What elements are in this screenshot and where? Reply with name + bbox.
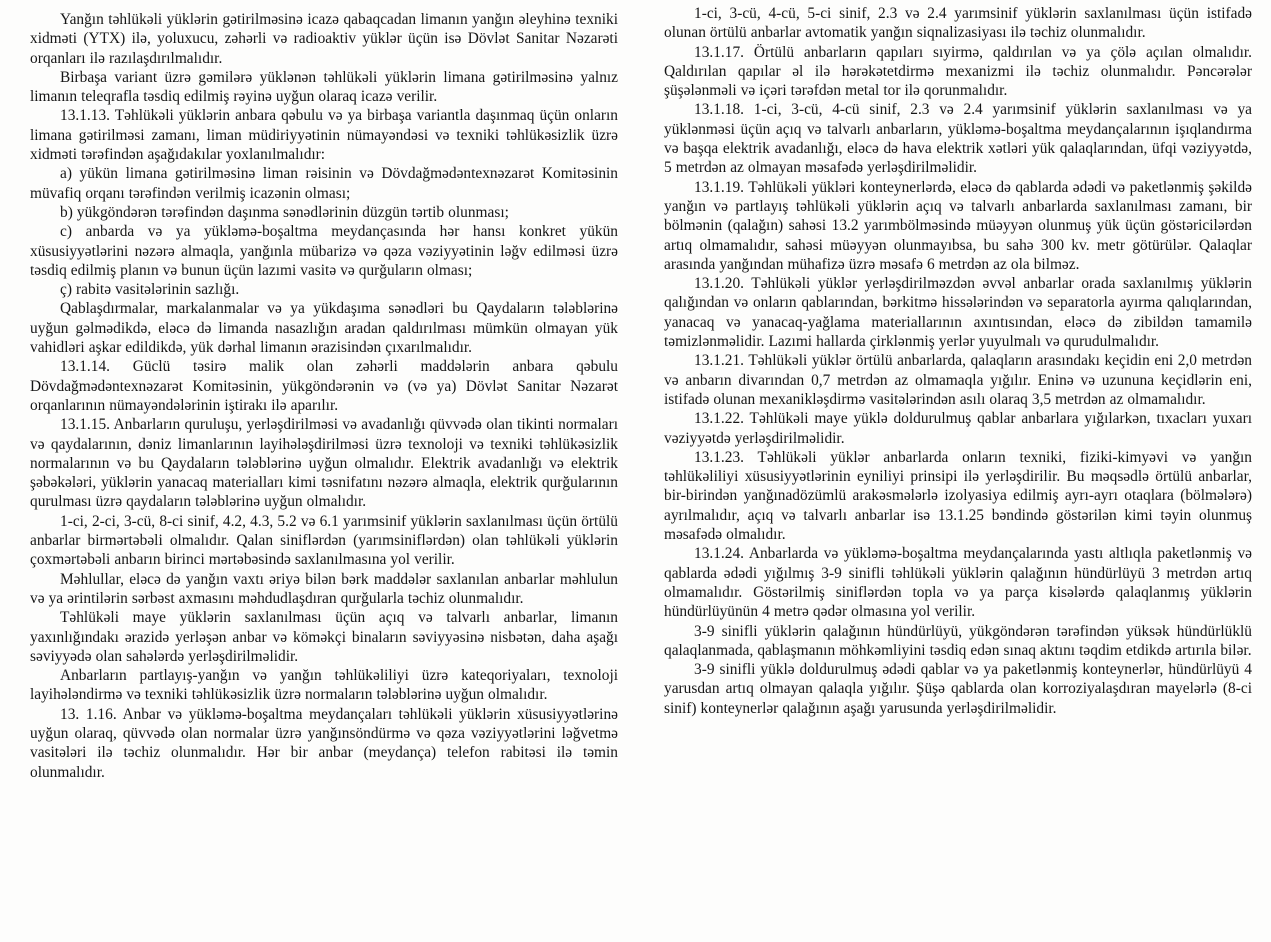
paragraph-list-item-ch: ç) rabitə vasitələrinin sazlığı. — [60, 281, 240, 299]
paragraph-list-item-c: c) anbarda və ya yükləmə-boşaltma meydançasında hər hansı konkret yükün xüsusiyyətlərini nəzərə almaqla, yanğınla mübarizə və qəza vəziyyətinin ləğv edilməsi üzrə təsdiq edilmiş planın və bunun üçün lazımi vasitə və qurğuların olması; — [30, 223, 618, 279]
left-column — [30, 2, 618, 942]
paragraph-section-13-1-22: 13.1.22. Təhlükəli maye yüklə doldurulmuş qablar anbarlara yığılarkən, tıxacları yuxarı vəziyyətdə yerləşdirilməlidir. — [664, 410, 1252, 447]
paragraph: 1-ci, 3-cü, 4-cü, 5-ci sinif, 2.3 və 2.4 yarımsinif yüklərin saxlanılması üçün istifadə olunan örtülü anbarlar avtomatik yanğın siqnalizasiyası ilə təchiz olunmalıdır. — [664, 5, 1252, 42]
paragraph: Anbarların partlayış-yanğın və yanğın təhlükəliliyi üzrə kateqoriyaları, texnoloji layihələndirmə və texniki təhlükəsizlik üzrə normaların tələblərinə uyğun olmalıdır. — [30, 667, 618, 704]
paragraph: 3-9 sinifli yüklərin qalağının hündürlüyü, yükgöndərən tərəfindən yüksək hündürlüklü qalaqlanmada, qablaşmanın möhkəmliyini təsdiq edən sınaq aktını təqdim etdikdə artırıla bilər. — [664, 622, 1252, 659]
paragraph-section-13-1-20: 13.1.20. Təhlükəli yüklər yerləşdirilməzdən əvvəl anbarlar orada saxlanılmış yüklərin qalığından və onların qablarından, bərkitmə hissələrindən və separatorla ayırma qalıqlarından, yanacaq və yanacaq-yağlama materiallarının axıntısından, eləcə də zibildən tamamilə təmizlənməlidir. Lazımi hallarda çirklənmiş yerlər yuyulmalı və qurudulmalıdır. — [664, 275, 1252, 351]
paragraph-section-13-1-13: 13.1.13. Təhlükəli yüklərin anbara qəbulu və ya birbaşa variantla daşınmaq üçün onların limana gətirilməsi zamanı, liman müdiriyyətinin nümayəndəsi və texniki təhlükəsizlik üzrə xidməti tərəfindən aşağıdakılar yoxlanılmalıdır: — [30, 107, 618, 164]
paragraph-section-13-1-14: 13.1.14. Güclü təsirə malik olan zəhərli maddələrin anbara qəbulu Dövdağmədəntexnəzarət Komitəsinin, yükgöndərənin və (və ya) Dövlət Sanitar Nəzarət orqanlarının nümayəndələrinin iştirakı ilə aparılır. — [30, 358, 618, 414]
paragraph-section-13-1-15: 13.1.15. Anbarların quruluşu, yerləşdirilməsi və avadanlığı qüvvədə olan tikinti normaları və qaydalarının, dəniz limanlarının layihələşdirilməsi üzrə texnoloji və texniki təhlükəsizlik normalarının və bu Qaydaların tələblərinə uyğun olmalıdır. Elektrik avadanlığı və elektrik şəbəkələri, yüklərin yanacaq materialları kimi təsnifatını nəzərə almaqla, elektrik qurğularının qurulması üzrə qaydaların tələblərinə uyğun olmalıdır. — [30, 416, 618, 511]
paragraph-section-13-1-21: 13.1.21. Təhlükəli yüklər örtülü anbarlarda, qalaqların arasındakı keçidin eni 2,0 metrdən və anbarın divarından 0,7 metrdən az olmamaqla yığılır. Eninə və uzununa keçidlərin eni, istifadə olunan mexanikləşdirmə vasitələrindən asılı olaraq 3,5 metrdən az olmamalıdır. — [664, 352, 1252, 408]
right-column — [664, 2, 1252, 942]
paragraph: Məhlullar, eləcə də yanğın vaxtı əriyə bilən bərk maddələr saxlanılan anbarlar məhlulun və ya ərintilərin sərbəst axmasını məhdudlaşdıran qurğularla təchiz olunmalıdır. — [30, 570, 618, 607]
paragraph: Qablaşdırmalar, markalanmalar və ya yükdaşıma sənədləri bu Qaydaların tələblərinə uyğun gəlmədikdə, eləcə də limanda nasazlığın aradan qaldırılması mümkün olmayan yük vahidləri aşkar edildikdə, yük dərhal limanın ərazisindən çıxarılmalıdır. — [30, 300, 618, 357]
paragraph-section-13-1-23: 13.1.23. Təhlükəli yüklər anbarlarda onların texniki, fiziki-kimyəvi və yanğın təhlükəliliyi xüsusiyyətlərinin eyniliyi prinsipi ilə yerləşdirilir. Bu məqsədlə örtülü anbarlar, bir-birindən yanğınadözümlü arakəsmələrlə izolyasiya edilmiş ayrı-ayrı otaqlara (bölmələrə) ayrılmalıdır, açıq və talvarlı anbarlar isə 13.1.25 bəndində göstərilən kimi təyin olunmuş məsafədə olmalıdır. — [664, 448, 1252, 544]
paragraph-section-13-1-18: 13.1.18. 1-ci, 3-cü, 4-cü sinif, 2.3 və 2.4 yarımsinif yüklərin saxlanılması və ya yüklənməsi üçün açıq və talvarlı anbarların, yükləmə-boşaltma meydançalarının işıqlandırma və başqa elektrik avadanlığı, eləcə də hava elektrik xətləri yük qalaqlarından, üfqi vəziyyətdə, 5 metrdən az olmayan məsafədə yerləşdirilməlidir. — [664, 101, 1252, 177]
paragraph-section-13-1-24: 13.1.24. Anbarlarda və yükləmə-boşaltma meydançalarında yastı altlıqla paketlənmiş və qablarda ədədi yığılmış 3-9 sinifli təhlükəli yüklərin qalağının hündürlüyü 3 metrdən artıq olmamalıdır. Göstərilmiş siniflərdən topla və ya parça kisələrdə qalaqlanmış yüklərin hündürlüyünün 4 metrə qədər olmasına yol verilir. — [664, 545, 1252, 621]
paragraph: Birbaşa variant üzrə gəmilərə yüklənən təhlükəli yüklərin limana gətirilməsinə yalnız limanın teleqrafla təsdiq edilmiş rəyinə uyğun olaraq icazə verilir. — [30, 68, 618, 106]
paragraph-list-item-b: b) yükgöndərən tərəfindən daşınma sənədlərinin düzgün tərtib olunması; — [60, 203, 509, 221]
paragraph-section-13-1-16: 13. 1.16. Anbar və yükləmə-boşaltma meydançaları təhlükəli yüklərin xüsusiyyətlərinə uyğun olaraq, qüvvədə olan normalar üzrə yanğınsöndürmə və qəza vəziyyətlərini ləğvetmə vasitələri ilə təchiz olunmalıdır. Hər bir anbar (meydança) telefon rabitəsi ilə təmin olunmalıdır. — [30, 705, 618, 781]
paragraph: 1-ci, 2-ci, 3-cü, 8-ci sinif, 4.2, 4.3, 5.2 və 6.1 yarımsinif yüklərin saxlanılması üçün örtülü anbarlar birmərtəbəli olmalıdır. Qalan siniflərdən (yarımsiniflərdən) olan təhlükəli yüklərin çoxmərtəbəli anbarın birinci mərtəbəsində saxlanılmasına yol verilir. — [30, 512, 618, 569]
paragraph: Təhlükəli maye yüklərin saxlanılması üçün açıq və talvarlı anbarlar, limanın yaxınlığındakı ərazidə yerləşən anbar və köməkçi binaların səviyyəsinə nisbətən, daha aşağı səviyyədə olan sahələrdə yerləşdirilməlidir. — [30, 609, 618, 665]
paragraph-section-13-1-19: 13.1.19. Təhlükəli yükləri konteynerlərdə, eləcə də qablarda ədədi və paketlənmiş şəkildə yanğın və partlayış təhlükəli yüklərin açıq və talvarlı anbarlarda saxlanılması zamanı, bir bölmənin (qalağın) sahəsi 13.2 yarımbölməsində müəyyən olunmuş yük üçün göstəricilərdən artıq olmamalıdır, sahəsi müəyyən olunmayıbsa, bu sahə 300 kv. metr götürülər. Qalaqlar arasında yanğından mühafizə üzrə məsafə 6 metrdən az ola bilməz. — [664, 178, 1252, 273]
paragraph: 3-9 sinifli yüklə doldurulmuş ədədi qablar və ya paketlənmiş konteynerlər, hündürlüyü 4 yarusdan artıq olmayan qalaqla yığılır. Şüşə qablarda olan korroziyalaşdıran mayelərlə (8-ci sinif) konteynerlər qalağının aşağı yarusunda yerləşdirilməlidir. — [664, 661, 1252, 717]
paragraph-list-item-a: a) yükün limana gətirilməsinə liman rəisinin və Dövdağmədəntexnəzarət Komitəsinin müvafiq orqanı tərəfindən verilmiş icazənin olması; — [30, 165, 618, 202]
paragraph-section-13-1-17: 13.1.17. Örtülü anbarların qapıları sıyirmə, qaldırılan və ya çölə açılan olmalıdır. Qaldırılan qapılar əl ilə hərəkətetdirmə mexanizmi ilə təchiz olunmalıdır. Pəncərələr şüşələnməli və içəri tərəfdən metal tor ilə qorunmalıdır. — [664, 43, 1252, 100]
paragraph: Yanğın təhlükəli yüklərin gətirilməsinə icazə qabaqcadan limanın yanğın əleyhinə texniki xidməti (YTX) ilə, yoluxucu, zəhərli və radioaktiv yüklər üçün isə Dövlət Sanitar Nəzarəti orqanları ilə razılaşdırılmalıdır. — [30, 11, 618, 67]
